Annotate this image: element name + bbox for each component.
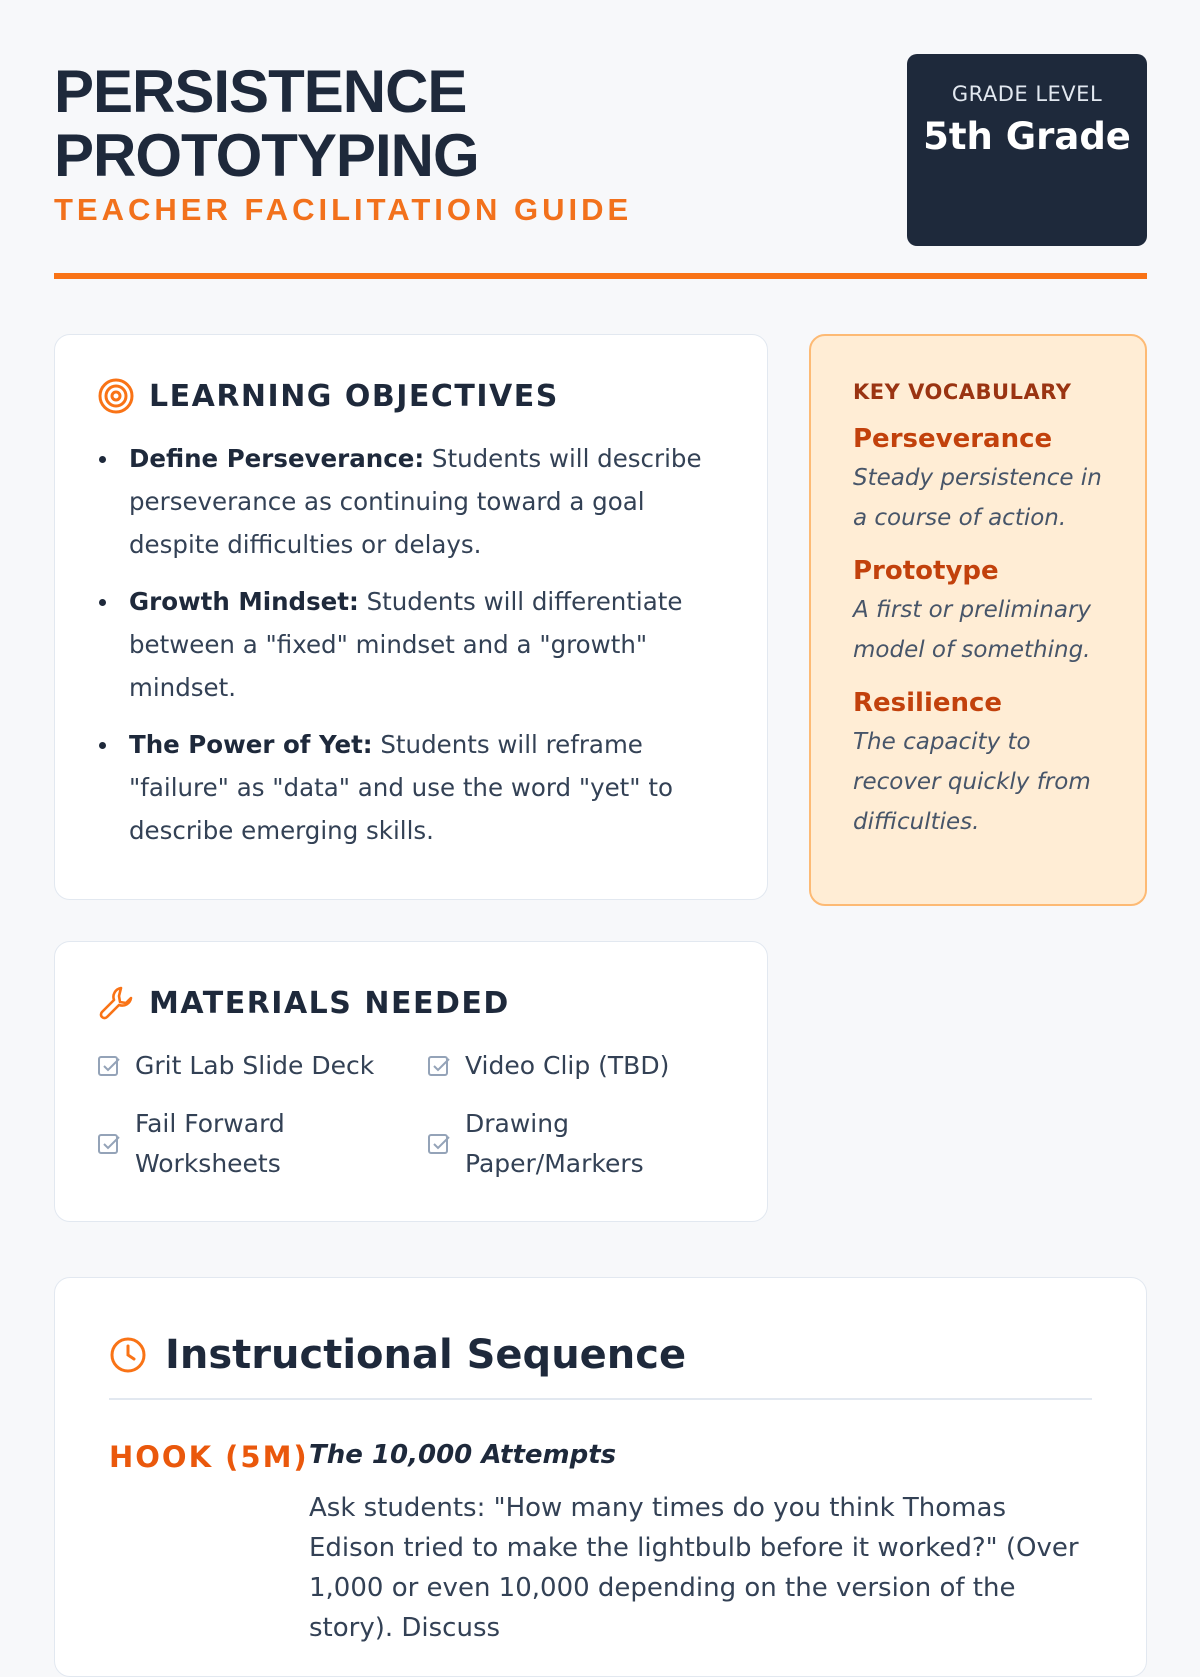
step-text: Ask students: "How many times do you think Thomas Edison tried to make the lightbulb before it worked?" (Over 1,000 or even 10,000 depending on the version of the story). Discuss	[309, 1493, 1079, 1643]
grade-level-value: 5th Grade	[923, 115, 1131, 158]
objective-term: Define Perseverance:	[129, 444, 425, 473]
step-body	[309, 1440, 1092, 1648]
grade-level-badge	[907, 54, 1147, 246]
document-page	[54, 0, 1147, 1643]
vocab-term: Resilience	[853, 688, 1003, 718]
learning-objectives-card	[54, 334, 768, 900]
vocab-term: Perseverance	[853, 424, 1053, 454]
header-divider	[54, 273, 1147, 279]
materials-needed-title: MATERIALS NEEDED	[149, 985, 510, 1021]
checkbox-icon	[427, 1132, 451, 1156]
vocab-definition: Steady persistence in a course of action.	[853, 465, 1102, 531]
list-item	[97, 1104, 307, 1184]
list-item	[427, 1104, 657, 1184]
material-label: Grit Lab Slide Deck	[135, 1051, 375, 1080]
vocab-definition: The capacity to recover quickly from difficulties.	[853, 729, 1091, 835]
header	[54, 60, 1147, 280]
checkbox-icon	[427, 1054, 451, 1078]
checkbox-icon	[97, 1054, 121, 1078]
grade-level-label: GRADE LEVEL	[951, 82, 1103, 106]
objective-text: Students will differentiate between a "fixed" mindset and a "growth" mindset.	[129, 587, 683, 702]
vocab-term: Prototype	[853, 556, 999, 586]
materials-needed-card	[54, 941, 768, 1222]
objective-text: Students will describe perseverance as continuing toward a goal despite difficulties or delays.	[129, 444, 702, 559]
materials-needed-heading	[97, 984, 727, 1022]
wrench-icon	[97, 984, 135, 1022]
list-item	[97, 1046, 427, 1086]
list-item	[129, 723, 727, 852]
key-vocabulary-card	[809, 334, 1147, 906]
list-item	[129, 580, 727, 709]
objective-term: Growth Mindset:	[129, 587, 359, 616]
instructional-sequence-heading	[109, 1332, 1092, 1400]
instructional-sequence-title: Instructional Sequence	[165, 1332, 687, 1378]
materials-list	[97, 1046, 727, 1184]
list-item	[427, 1046, 727, 1086]
page-title: PERSISTENCE PROTOTYPING	[54, 58, 479, 189]
page-subtitle: TEACHER FACILITATION GUIDE	[54, 192, 633, 227]
clock-icon	[109, 1336, 147, 1374]
material-label: Video Clip (TBD)	[465, 1051, 670, 1080]
list-item	[129, 437, 727, 566]
objective-term: The Power of Yet:	[129, 730, 373, 759]
sequence-step	[109, 1440, 1092, 1648]
checkbox-icon	[97, 1132, 121, 1156]
step-name: The 10,000 Attempts	[309, 1440, 617, 1470]
objective-text: Students will reframe "failure" as "data" and use the word "yet" to describe emerging skills.	[129, 730, 673, 845]
material-label: Drawing Paper/Markers	[465, 1109, 644, 1178]
objectives-list	[97, 437, 727, 852]
learning-objectives-heading	[97, 377, 727, 415]
material-label: Fail Forward Worksheets	[135, 1109, 285, 1178]
vocab-definition: A first or preliminary model of something.	[853, 597, 1092, 663]
target-icon	[97, 377, 135, 415]
step-label: HOOK (5M)	[109, 1440, 309, 1474]
learning-objectives-title: LEARNING OBJECTIVES	[149, 378, 559, 414]
key-vocabulary-title: KEY VOCABULARY	[853, 380, 1072, 404]
instructional-sequence-card	[54, 1277, 1147, 1677]
